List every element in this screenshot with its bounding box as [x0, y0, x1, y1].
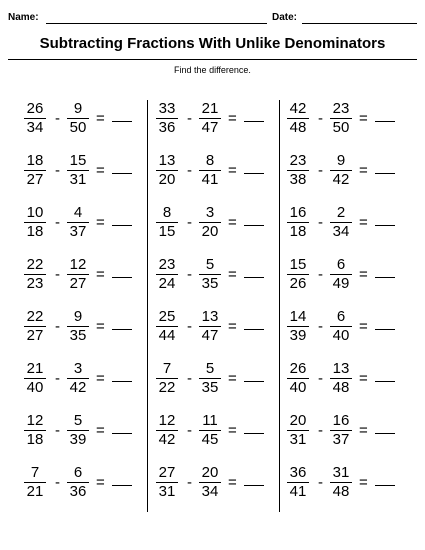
- answer-blank[interactable]: [375, 121, 395, 122]
- denominator: 24: [158, 275, 176, 292]
- denominator: 49: [332, 275, 350, 292]
- answer-blank[interactable]: [244, 485, 264, 486]
- denominator: 37: [332, 431, 350, 448]
- fraction-minuend: [287, 152, 309, 189]
- fraction-minuend: [287, 256, 309, 293]
- answer-blank[interactable]: [375, 225, 395, 226]
- denominator: 31: [158, 483, 176, 500]
- answer-blank[interactable]: [375, 485, 395, 486]
- denominator: 18: [26, 223, 44, 240]
- denominator: 47: [201, 119, 219, 136]
- denominator: 31: [289, 431, 307, 448]
- minus-sign: -: [318, 110, 323, 127]
- answer-blank[interactable]: [375, 329, 395, 330]
- numerator: 26: [24, 100, 46, 119]
- minus-sign: -: [318, 370, 323, 387]
- fraction-minuend: [24, 464, 46, 501]
- answer-blank[interactable]: [244, 121, 264, 122]
- problem: [156, 204, 286, 244]
- numerator: 18: [24, 152, 46, 171]
- fraction-subtrahend: [330, 100, 352, 137]
- denominator: 47: [201, 327, 219, 344]
- minus-sign: -: [55, 422, 60, 439]
- fraction-minuend: [156, 152, 178, 189]
- answer-blank[interactable]: [244, 381, 264, 382]
- numerator: 22: [24, 256, 46, 275]
- equals-sign: =: [96, 110, 105, 127]
- fraction-subtrahend: [330, 412, 352, 449]
- minus-sign: -: [187, 422, 192, 439]
- numerator: 5: [199, 256, 221, 275]
- numerator: 36: [287, 464, 309, 483]
- numerator: 21: [24, 360, 46, 379]
- denominator: 41: [289, 483, 307, 500]
- answer-blank[interactable]: [112, 329, 132, 330]
- fraction-minuend: [156, 308, 178, 345]
- fraction-subtrahend: [330, 204, 352, 241]
- minus-sign: -: [55, 162, 60, 179]
- numerator: 7: [156, 360, 178, 379]
- equals-sign: =: [96, 214, 105, 231]
- fraction-minuend: [24, 308, 46, 345]
- denominator: 35: [201, 379, 219, 396]
- numerator: 2: [330, 204, 352, 223]
- answer-blank[interactable]: [244, 173, 264, 174]
- title-rule: [8, 59, 417, 60]
- answer-blank[interactable]: [375, 381, 395, 382]
- denominator: 31: [69, 171, 87, 188]
- denominator: 22: [158, 379, 176, 396]
- minus-sign: -: [187, 474, 192, 491]
- fraction-subtrahend: [199, 412, 221, 449]
- numerator: 25: [156, 308, 178, 327]
- minus-sign: -: [187, 162, 192, 179]
- denominator: 41: [201, 171, 219, 188]
- answer-blank[interactable]: [112, 121, 132, 122]
- numerator: 9: [67, 100, 89, 119]
- denominator: 42: [158, 431, 176, 448]
- minus-sign: -: [55, 370, 60, 387]
- minus-sign: -: [318, 474, 323, 491]
- numerator: 12: [67, 256, 89, 275]
- equals-sign: =: [228, 110, 237, 127]
- minus-sign: -: [187, 266, 192, 283]
- fraction-minuend: [156, 100, 178, 137]
- equals-sign: =: [359, 474, 368, 491]
- denominator: 50: [332, 119, 350, 136]
- numerator: 6: [67, 464, 89, 483]
- answer-blank[interactable]: [375, 277, 395, 278]
- denominator: 34: [201, 483, 219, 500]
- denominator: 21: [26, 483, 44, 500]
- numerator: 8: [156, 204, 178, 223]
- minus-sign: -: [55, 214, 60, 231]
- numerator: 22: [24, 308, 46, 327]
- equals-sign: =: [96, 318, 105, 335]
- worksheet-header: [8, 12, 418, 26]
- problem: [287, 204, 417, 244]
- numerator: 9: [330, 152, 352, 171]
- equals-sign: =: [359, 318, 368, 335]
- fraction-minuend: [156, 464, 178, 501]
- fraction-minuend: [24, 256, 46, 293]
- equals-sign: =: [228, 318, 237, 335]
- denominator: 40: [26, 379, 44, 396]
- numerator: 16: [287, 204, 309, 223]
- numerator: 15: [287, 256, 309, 275]
- minus-sign: -: [187, 370, 192, 387]
- fraction-subtrahend: [67, 256, 89, 293]
- denominator: 39: [289, 327, 307, 344]
- fraction-subtrahend: [199, 464, 221, 501]
- denominator: 39: [69, 431, 87, 448]
- answer-blank[interactable]: [112, 225, 132, 226]
- denominator: 20: [158, 171, 176, 188]
- fraction-minuend: [287, 412, 309, 449]
- denominator: 36: [69, 483, 87, 500]
- numerator: 6: [330, 256, 352, 275]
- minus-sign: -: [318, 266, 323, 283]
- answer-blank[interactable]: [112, 173, 132, 174]
- fraction-minuend: [287, 360, 309, 397]
- numerator: 21: [199, 100, 221, 119]
- equals-sign: =: [96, 266, 105, 283]
- equals-sign: =: [228, 214, 237, 231]
- date-label: Date:: [272, 12, 298, 23]
- numerator: 11: [199, 412, 221, 431]
- problem: [24, 152, 154, 192]
- denominator: 27: [69, 275, 87, 292]
- numerator: 20: [199, 464, 221, 483]
- denominator: 37: [69, 223, 87, 240]
- denominator: 50: [69, 119, 87, 136]
- equals-sign: =: [228, 422, 237, 439]
- numerator: 9: [67, 308, 89, 327]
- fraction-subtrahend: [330, 308, 352, 345]
- denominator: 15: [158, 223, 176, 240]
- equals-sign: =: [96, 474, 105, 491]
- fraction-minuend: [156, 204, 178, 241]
- numerator: 31: [330, 464, 352, 483]
- numerator: 26: [287, 360, 309, 379]
- denominator: 38: [289, 171, 307, 188]
- equals-sign: =: [359, 370, 368, 387]
- minus-sign: -: [55, 318, 60, 335]
- denominator: 48: [289, 119, 307, 136]
- fraction-subtrahend: [199, 360, 221, 397]
- fraction-subtrahend: [199, 152, 221, 189]
- answer-blank[interactable]: [244, 329, 264, 330]
- denominator: 48: [332, 379, 350, 396]
- answer-blank[interactable]: [375, 433, 395, 434]
- problem: [287, 308, 417, 348]
- denominator: 23: [26, 275, 44, 292]
- fraction-subtrahend: [199, 204, 221, 241]
- minus-sign: -: [318, 162, 323, 179]
- minus-sign: -: [318, 214, 323, 231]
- denominator: 20: [201, 223, 219, 240]
- minus-sign: -: [318, 318, 323, 335]
- name-label: Name:: [8, 12, 39, 23]
- minus-sign: -: [318, 422, 323, 439]
- denominator: 48: [332, 483, 350, 500]
- numerator: 23: [330, 100, 352, 119]
- fraction-minuend: [24, 412, 46, 449]
- equals-sign: =: [228, 474, 237, 491]
- denominator: 40: [332, 327, 350, 344]
- numerator: 12: [156, 412, 178, 431]
- problem: [24, 256, 154, 296]
- numerator: 4: [67, 204, 89, 223]
- minus-sign: -: [187, 318, 192, 335]
- answer-blank[interactable]: [112, 485, 132, 486]
- numerator: 15: [67, 152, 89, 171]
- problem: [156, 360, 286, 400]
- page-title: Subtracting Fractions With Unlike Denominators: [39, 35, 386, 52]
- fraction-subtrahend: [67, 152, 89, 189]
- problem: [156, 256, 286, 296]
- denominator: 27: [26, 171, 44, 188]
- denominator: 40: [289, 379, 307, 396]
- denominator: 35: [69, 327, 87, 344]
- numerator: 42: [287, 100, 309, 119]
- date-line: [302, 23, 417, 24]
- fraction-minuend: [156, 256, 178, 293]
- problem: [24, 360, 154, 400]
- fraction-subtrahend: [330, 256, 352, 293]
- equals-sign: =: [96, 422, 105, 439]
- fraction-subtrahend: [67, 360, 89, 397]
- numerator: 3: [199, 204, 221, 223]
- problem: [156, 100, 286, 140]
- answer-blank[interactable]: [244, 433, 264, 434]
- numerator: 13: [199, 308, 221, 327]
- numerator: 5: [199, 360, 221, 379]
- numerator: 16: [330, 412, 352, 431]
- problem: [156, 464, 286, 504]
- numerator: 20: [287, 412, 309, 431]
- denominator: 36: [158, 119, 176, 136]
- denominator: 42: [69, 379, 87, 396]
- numerator: 3: [67, 360, 89, 379]
- denominator: 35: [201, 275, 219, 292]
- problem: [24, 308, 154, 348]
- numerator: 7: [24, 464, 46, 483]
- equals-sign: =: [96, 162, 105, 179]
- fraction-minuend: [24, 100, 46, 137]
- answer-blank[interactable]: [112, 433, 132, 434]
- fraction-subtrahend: [199, 256, 221, 293]
- fraction-subtrahend: [67, 308, 89, 345]
- equals-sign: =: [96, 370, 105, 387]
- problem: [156, 412, 286, 452]
- equals-sign: =: [359, 266, 368, 283]
- denominator: 42: [332, 171, 350, 188]
- fraction-subtrahend: [330, 464, 352, 501]
- numerator: 13: [330, 360, 352, 379]
- answer-blank[interactable]: [112, 381, 132, 382]
- denominator: 26: [289, 275, 307, 292]
- fraction-minuend: [287, 308, 309, 345]
- fraction-subtrahend: [199, 308, 221, 345]
- fraction-minuend: [24, 360, 46, 397]
- fraction-minuend: [156, 360, 178, 397]
- fraction-subtrahend: [199, 100, 221, 137]
- fraction-minuend: [287, 100, 309, 137]
- problem: [287, 464, 417, 504]
- numerator: 12: [24, 412, 46, 431]
- denominator: 18: [26, 431, 44, 448]
- problem: [287, 412, 417, 452]
- denominator: 34: [332, 223, 350, 240]
- fraction-minuend: [287, 204, 309, 241]
- denominator: 45: [201, 431, 219, 448]
- fraction-minuend: [287, 464, 309, 501]
- fraction-minuend: [24, 204, 46, 241]
- numerator: 13: [156, 152, 178, 171]
- problem: [24, 204, 154, 244]
- problem: [156, 152, 286, 192]
- fraction-subtrahend: [67, 100, 89, 137]
- instruction-text: Find the difference.: [174, 65, 251, 75]
- fraction-subtrahend: [67, 464, 89, 501]
- numerator: 6: [330, 308, 352, 327]
- problem: [287, 100, 417, 140]
- answer-blank[interactable]: [112, 277, 132, 278]
- problem: [287, 360, 417, 400]
- fraction-subtrahend: [330, 360, 352, 397]
- fraction-minuend: [24, 152, 46, 189]
- numerator: 14: [287, 308, 309, 327]
- problem: [287, 152, 417, 192]
- numerator: 10: [24, 204, 46, 223]
- problem: [24, 464, 154, 504]
- fraction-minuend: [156, 412, 178, 449]
- denominator: 27: [26, 327, 44, 344]
- minus-sign: -: [187, 214, 192, 231]
- answer-blank[interactable]: [244, 225, 264, 226]
- problem: [24, 100, 154, 140]
- equals-sign: =: [228, 162, 237, 179]
- equals-sign: =: [359, 214, 368, 231]
- answer-blank[interactable]: [244, 277, 264, 278]
- problem: [24, 412, 154, 452]
- denominator: 18: [289, 223, 307, 240]
- minus-sign: -: [55, 474, 60, 491]
- numerator: 8: [199, 152, 221, 171]
- answer-blank[interactable]: [375, 173, 395, 174]
- fraction-subtrahend: [67, 204, 89, 241]
- numerator: 5: [67, 412, 89, 431]
- equals-sign: =: [359, 110, 368, 127]
- name-line: [46, 23, 267, 24]
- numerator: 23: [156, 256, 178, 275]
- fraction-subtrahend: [67, 412, 89, 449]
- equals-sign: =: [228, 266, 237, 283]
- minus-sign: -: [55, 110, 60, 127]
- fraction-subtrahend: [330, 152, 352, 189]
- equals-sign: =: [359, 422, 368, 439]
- denominator: 44: [158, 327, 176, 344]
- minus-sign: -: [55, 266, 60, 283]
- numerator: 23: [287, 152, 309, 171]
- denominator: 34: [26, 119, 44, 136]
- equals-sign: =: [359, 162, 368, 179]
- equals-sign: =: [228, 370, 237, 387]
- problem: [156, 308, 286, 348]
- numerator: 33: [156, 100, 178, 119]
- numerator: 27: [156, 464, 178, 483]
- problem: [287, 256, 417, 296]
- minus-sign: -: [187, 110, 192, 127]
